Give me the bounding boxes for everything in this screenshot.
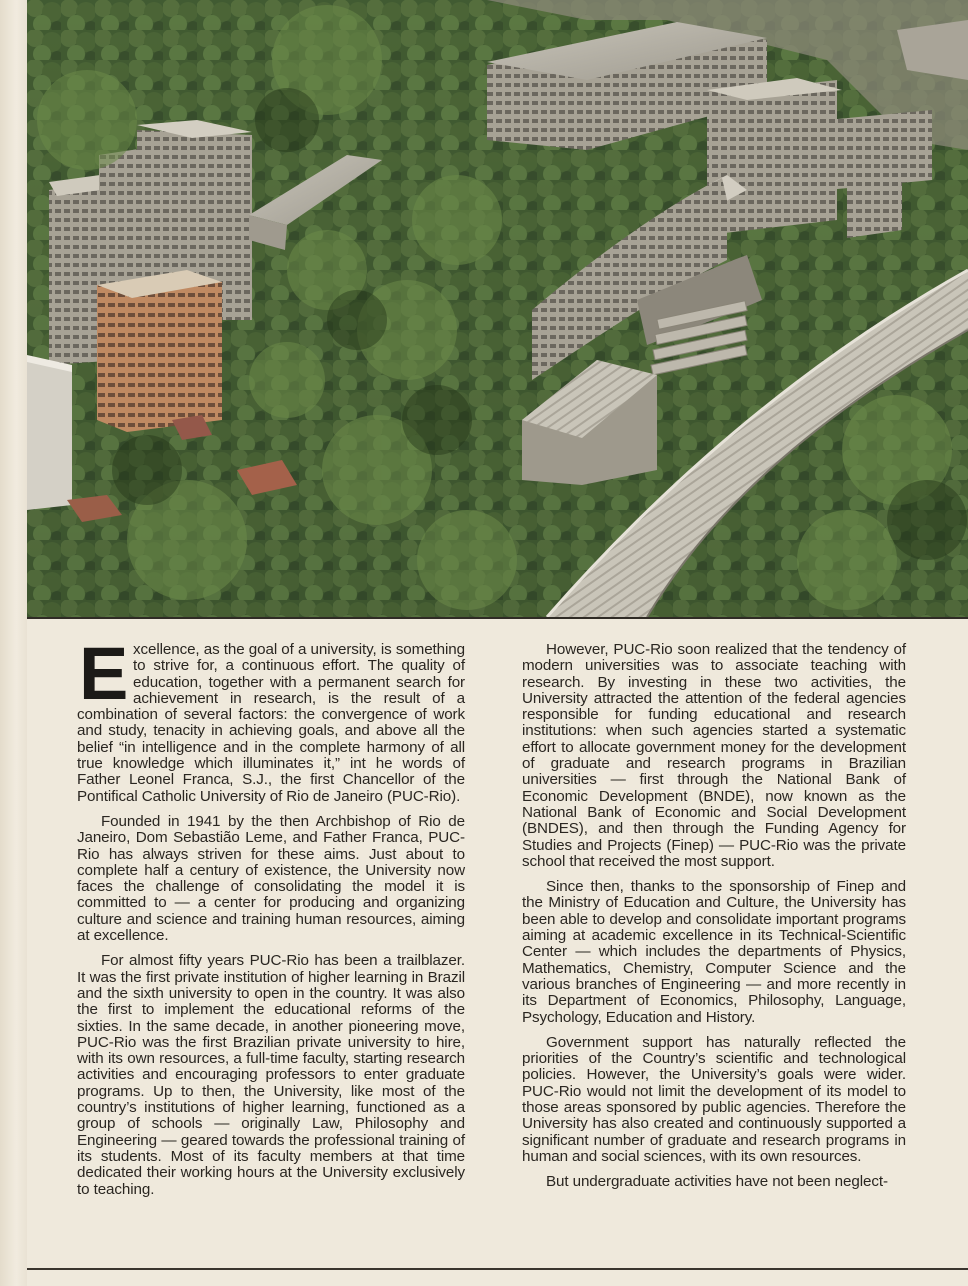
paragraph: But undergraduate activities have not been neglect-: [546, 1173, 888, 1191]
paragraph: However, PUC-Rio soon realized that the tendency of modern universities was to associate teaching with research. By investing in these two activities, the University attracted the attention of the federal agencies responsible for funding educational and research institutions: when such agencies started a systematic effort to allocate government money for the development of graduate and research programs in Brazilian universities — first through the National Bank of Economic Development (BNDE), now known as the National Bank of Economic and Social Development (BNDES), and then through the Funding Agency for Studies and Projects (Finep) — PUC-Rio was the private school that received the most support.: [522, 641, 906, 870]
drop-cap: E: [79, 632, 129, 715]
paragraph: Government support has naturally reflected the priorities of the Country’s scientific and technological policies. However, the University’s goals were wider. PUC-Rio would not limit the development of its model to those areas sponsored by public agencies. Therefore the University has also created and continuously supported a significant number of graduate and research programs in human and social sciences, with its own resources.: [522, 1033, 906, 1165]
paragraph-text: xcellence, as the goal of a university, is something to strive for, a continuous effort. The quality of education, together with a permanent search for achievement in research, is the result of a combination of several factors: the convergence of work and study, tenacity in achieving goals, and above all the belief “in intelligence and in the complete harmony of all true knowledge which illuminates it,” int he words of Father Leonel Franca, S.J., the first Chancellor of the Pontifical Catholic University of Rio de Janeiro (PUC-Rio).: [77, 641, 465, 805]
bottom-rule: [27, 1268, 968, 1270]
paragraph: For almost fifty years PUC-Rio has been a trailblazer. It was the first private institution of higher learning in Brazil and the sixth university to open in the country. It was also the first to implement the educational reforms of the sixties. In the same decade, in another pioneering move, PUC-Rio was the first Brazilian private university to hire, with its own resources, a full-time faculty, starting research activities and encouraging professors to enter graduate programs. Up to then, the University, like most of the country’s institutions of higher learning, functioned as a group of schools — originally Law, Philosophy and Engineering — geared towards the professional training of its students. Most of its faculty members at that time dedicated their working hours at the University exclusively to teaching.: [77, 952, 465, 1198]
left-column: [77, 632, 465, 1207]
article-body: [27, 617, 968, 1269]
photo-illustration: [27, 0, 968, 617]
paragraph: Founded in 1941 by the then Archbishop of Rio de Janeiro, Dom Sebastião Leme, and Father Franca, PUC-Rio has always striven for these aims. Just about to complete half a century of existence, the University now faces the challenge of consolidating the model it is committed to — a center for producing and organizing culture and science and training human resources, aiming at excellence.: [77, 812, 465, 945]
aerial-campus-photo: [27, 0, 968, 617]
paragraph: Since then, thanks to the sponsorship of Finep and the Ministry of Education and Culture, the University has been able to develop and consolidate important programs aiming at academic excellence in its Technical-Scientific Center — which includes the departments of Physics, Mathematics, Chemistry, Computer Science and the various branches of Engineering — and more recently in its Department of Economics, Philosophy, Language, Psychology, Education and History.: [522, 878, 906, 1026]
right-column: [522, 642, 906, 1200]
page-margin: [0, 0, 27, 1286]
paragraph: [77, 632, 465, 805]
